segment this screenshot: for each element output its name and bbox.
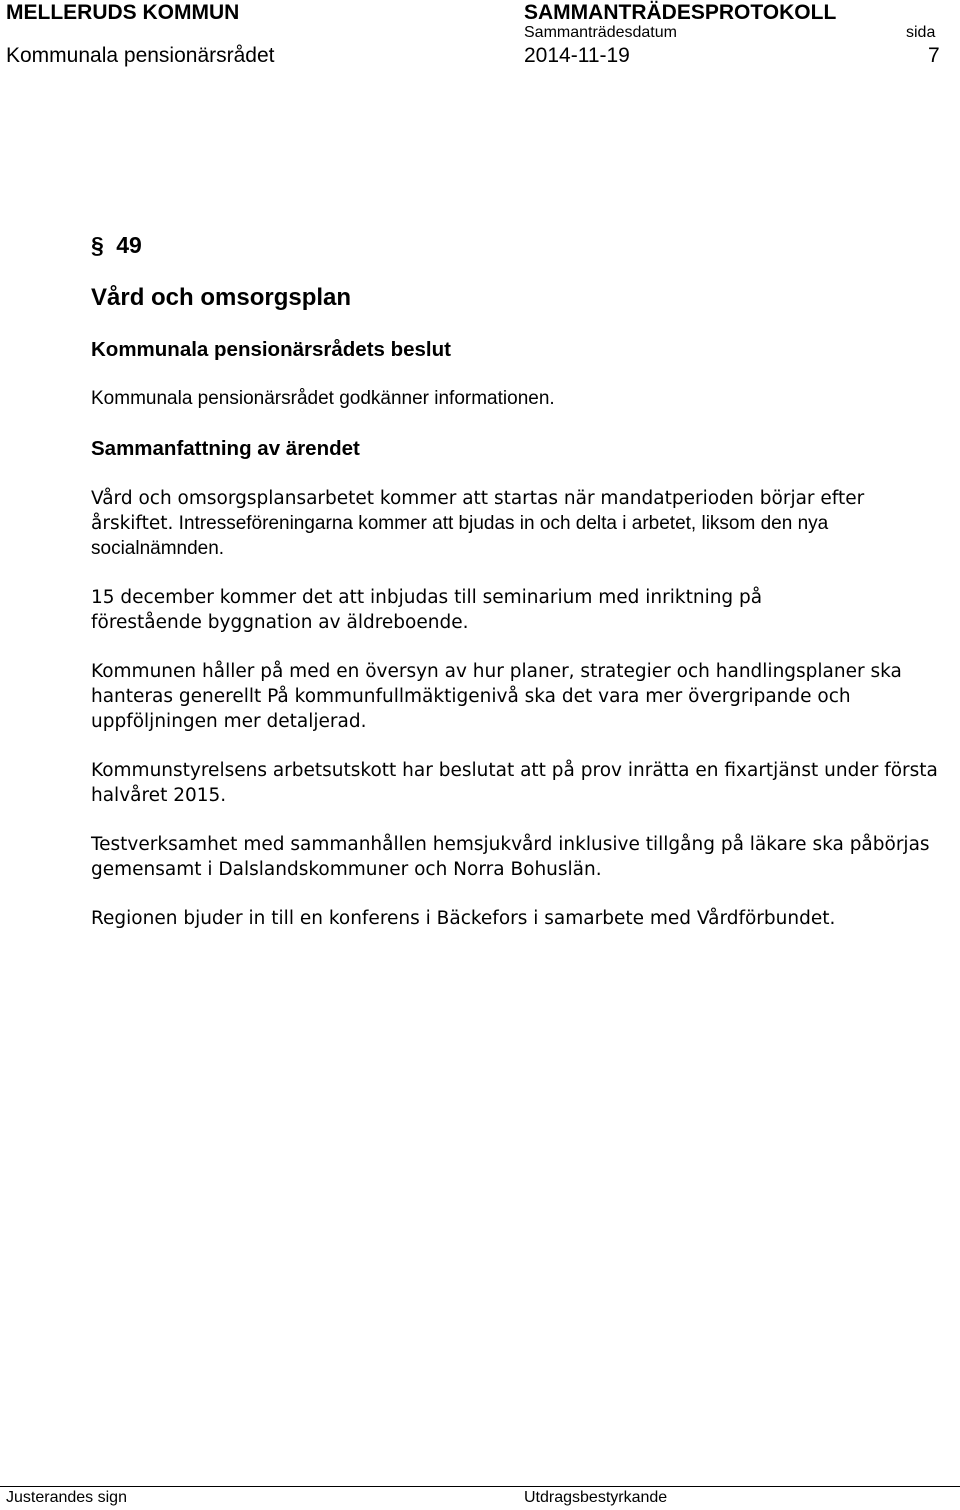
decision-text: Kommunala pensionärsrådet godkänner informationen.: [91, 388, 555, 409]
section-title: Vård och omsorgsplan: [91, 284, 352, 311]
page-number: 7: [928, 44, 940, 67]
summary-paragraph-2: 15 december kommer det att inbjudas till seminarium med inriktning på förestående byggnation av äldreboende.: [91, 587, 763, 633]
footer-extract-label: Utdragsbestyrkande: [524, 1489, 668, 1506]
summary-paragraph-1-rest: Intresseföreningarna kommer att bjudas in och delta i arbetet, liksom den nya socialnämnden.: [91, 513, 829, 559]
section-number-value: 49: [116, 232, 142, 258]
section-number: [91, 232, 142, 259]
date-label: Sammanträdesdatum: [524, 24, 677, 41]
summary-paragraph-1: [91, 486, 953, 561]
summary-paragraph-5: Testverksamhet med sammanhållen hemsjukvård inklusive tillgång på läkare ska påbörjas gemensamt i Dalslandskommuner och Norra Bohuslän.: [91, 834, 930, 880]
summary-paragraph-4: Kommunstyrelsens arbetsutskott har beslutat att på prov inrätta en fixartjänst under första halvåret 2015.: [91, 760, 938, 806]
paragraph-sign: §: [91, 232, 104, 258]
committee-name: Kommunala pensionärsrådet: [6, 44, 275, 67]
summary-paragraph-1-line1: Vård och omsorgsplansarbetet kommer att startas när mandatperioden börjar efter: [91, 488, 865, 509]
summary-paragraph-1-line2: årskiftet.: [91, 513, 174, 534]
footer-sign-label: Justerandes sign: [6, 1489, 127, 1506]
summary-paragraph-3: Kommunen håller på med en översyn av hur planer, strategier och handlingsplaner ska hanteras generellt På kommunfullmäktigenivå ska det vara mer övergripande och uppföljningen mer detaljerad.: [91, 661, 902, 732]
protocol-title: SAMMANTRÄDESPROTOKOLL: [524, 1, 837, 24]
municipality-name: MELLERUDS KOMMUN: [6, 1, 240, 24]
footer-divider: [0, 1486, 960, 1487]
decision-heading: Kommunala pensionärsrådets beslut: [91, 338, 451, 361]
meeting-date: 2014-11-19: [524, 44, 630, 67]
summary-paragraph-6: Regionen bjuder in till en konferens i Bäckefors i samarbete med Vårdförbundet.: [91, 908, 836, 929]
page-label: sida: [906, 24, 936, 41]
summary-heading: Sammanfattning av ärendet: [91, 437, 360, 460]
